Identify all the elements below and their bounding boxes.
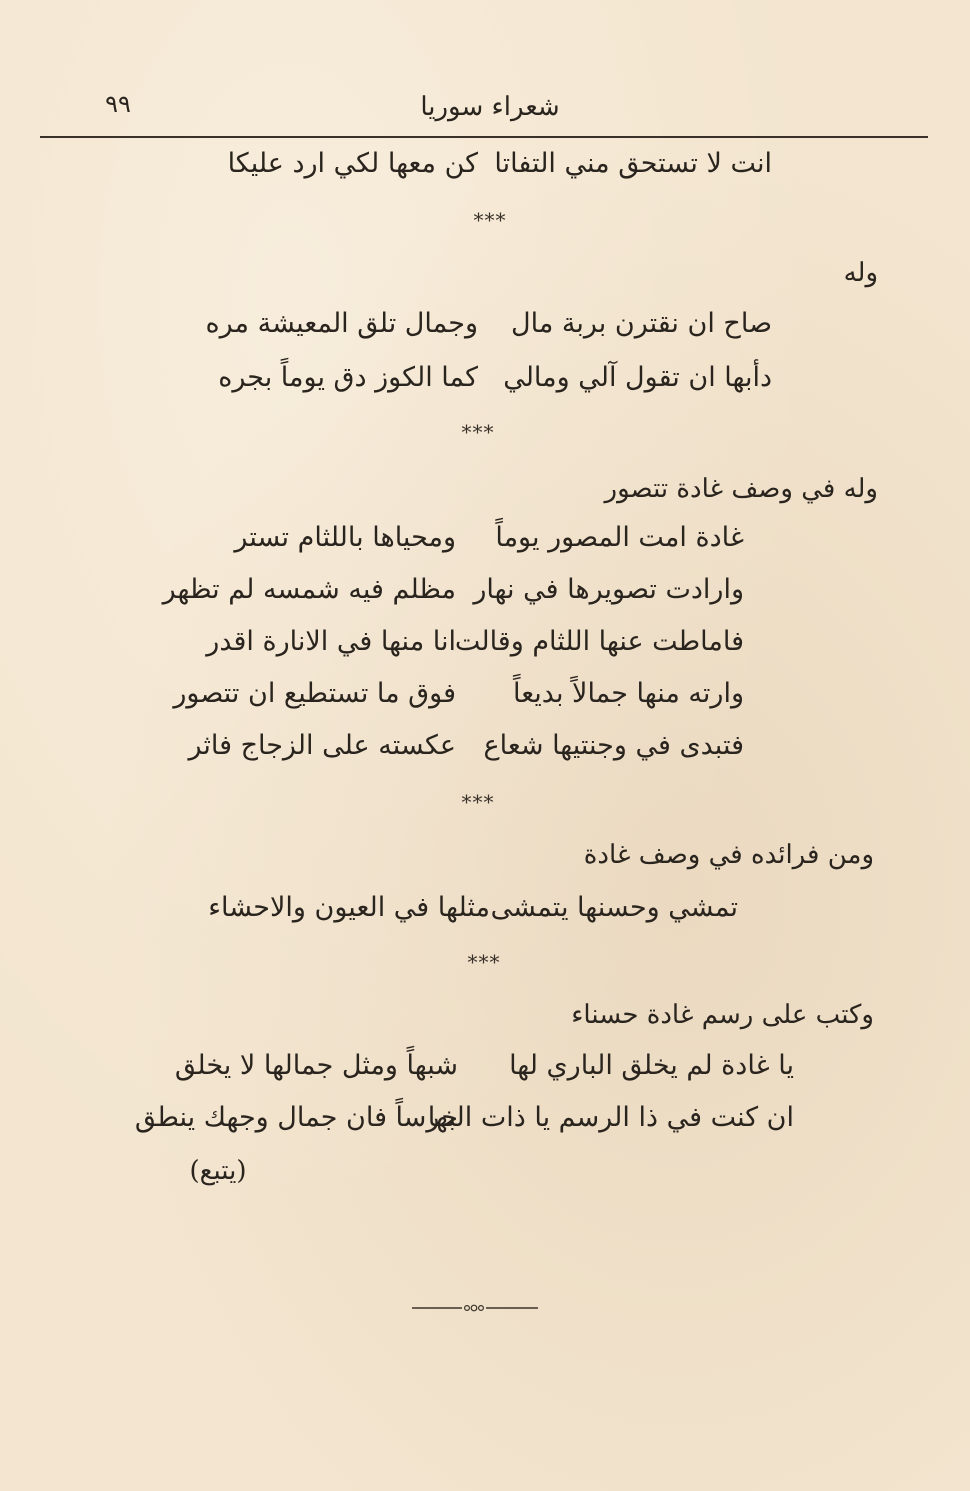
- page-number: ٩٩: [105, 90, 131, 118]
- section-separator: ***: [461, 420, 495, 444]
- verse-hemistich-second: فوق ما تستطيع ان تتصور: [173, 678, 456, 709]
- verse-hemistich-second: ومحياها باللثام تستر: [234, 522, 456, 553]
- end-ornament: [410, 1298, 540, 1318]
- verse-hemistich-second: شبهاً ومثل جمالها لا يخلق: [174, 1050, 458, 1081]
- section-separator: ***: [461, 790, 495, 814]
- verse-hemistich-second: انا منها في الانارة اقدر: [206, 626, 456, 657]
- verse-hemistich-first: وارادت تصويرها في نهار: [473, 574, 744, 605]
- section-separator: ***: [467, 950, 501, 974]
- verse-hemistich-second: مثلها في العيون والاحشاء: [208, 892, 490, 923]
- verse-hemistich-second: كما الكوز دق يوماً بجره: [218, 362, 478, 393]
- verse-hemistich-first: انت لا تستحق مني التفاتا: [494, 148, 772, 179]
- verse-hemistich-first: فاماطت عنها اللثام وقالت: [454, 626, 744, 657]
- verse-hemistich-first: فتبدى في وجنتيها شعاع: [483, 730, 744, 761]
- running-header-title: شعراء سوريا: [420, 92, 560, 122]
- section-separator: ***: [473, 208, 507, 232]
- verse-hemistich-first: صاح ان نقترن بربة مال: [511, 308, 772, 339]
- continued-note: (يتبع): [189, 1156, 247, 1186]
- verse-hemistich-first: ان كنت في ذا الرسم يا ذات البها: [427, 1102, 794, 1133]
- verse-hemistich-first: يا غادة لم يخلق الباري لها: [509, 1050, 794, 1081]
- verse-hemistich-second: عكسته على الزجاج فاثر: [188, 730, 456, 761]
- section-heading: وله: [843, 258, 878, 288]
- verse-hemistich-second: مظلم فيه شمسه لم تظهر: [162, 574, 456, 605]
- header-rule: [40, 136, 928, 138]
- section-heading: ومن فرائده في وصف غادة: [583, 840, 874, 870]
- section-heading: وله في وصف غادة تتصور: [604, 474, 878, 504]
- verse-hemistich-second: وجمال تلق المعيشة مره: [205, 308, 478, 339]
- verse-hemistich-first: دأبها ان تقول آلي ومالي: [503, 362, 772, 393]
- verse-hemistich-first: تمشي وحسنها يتمشى: [490, 892, 738, 923]
- verse-hemistich-first: غادة امت المصور يوماً: [495, 522, 744, 553]
- section-heading: وكتب على رسم غادة حسناء: [571, 1000, 874, 1030]
- verse-hemistich-first: وارته منها جمالاً بديعاً: [513, 678, 744, 709]
- verse-hemistich-second: خرساً فان جمال وجهك ينطق: [134, 1102, 458, 1133]
- verse-hemistich-second: كن معها لكي ارد عليكا: [227, 148, 478, 179]
